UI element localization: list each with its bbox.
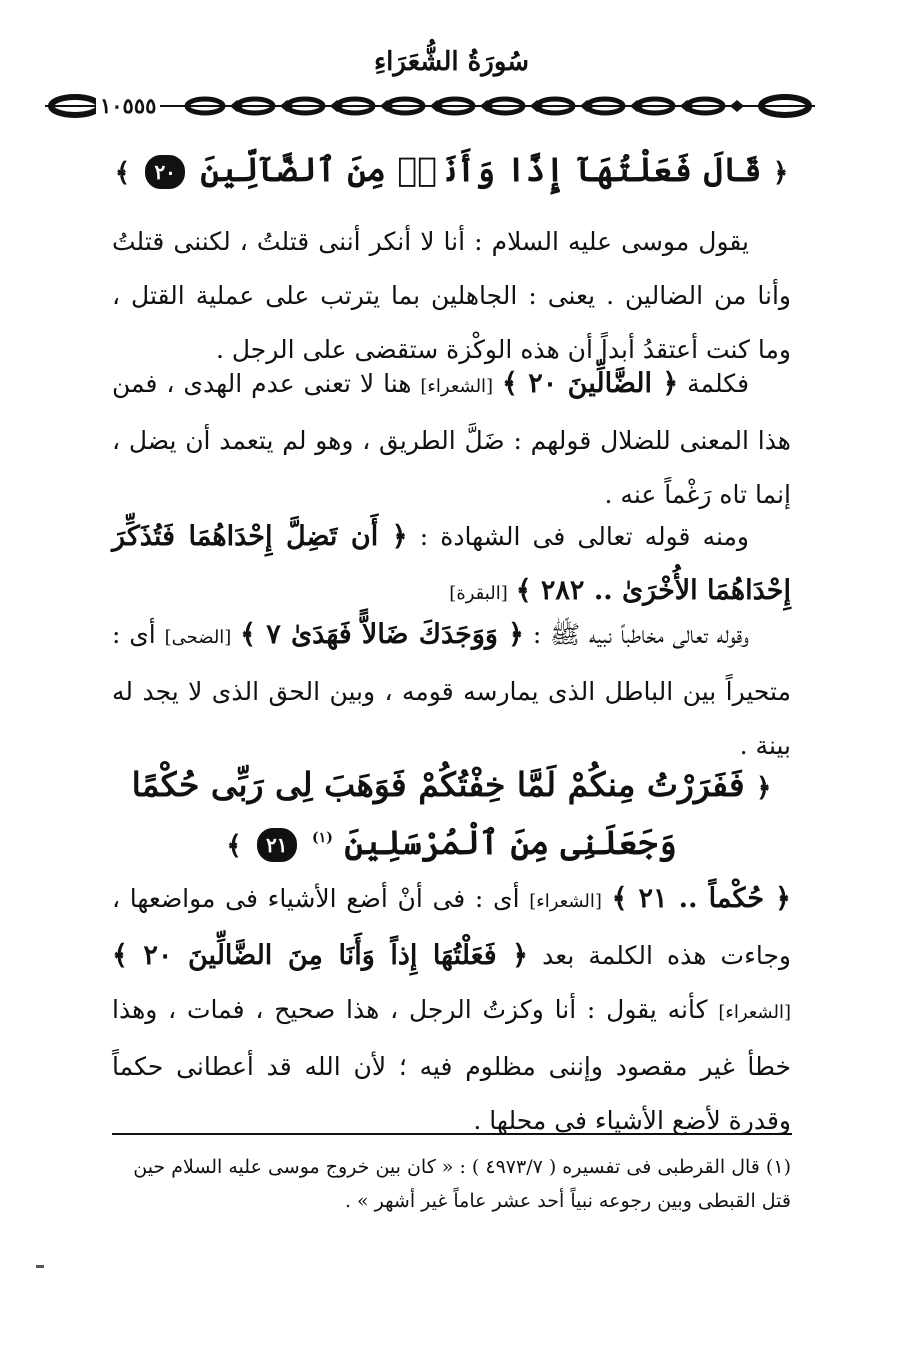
quran-verse-20 xyxy=(95,145,808,198)
scan-speck xyxy=(36,1265,44,1268)
ayah-number-badge: ٢١ xyxy=(257,828,296,862)
paragraph-4 xyxy=(112,608,791,773)
p5-body-2: كأنه يقول : أنا وكزتُ الرجل ، هذا صحيح ، فمات ، وهذا خطأ غير مقصود وإننى مظلوم فيه ؛ لأن الله قد أعطانى حكماً وقدرة لأضع الأشياء فى محلها . xyxy=(112,995,791,1135)
ornament-open-icon: ﴿ xyxy=(756,773,772,803)
ayah-number-badge: ٢٠ xyxy=(145,155,184,189)
p4-body: أى : متحيراً بين الباطل الذى يمارسه قومه ، وبين الحق الذى لا يجد له بينة . xyxy=(112,620,791,760)
p4-quran-quote: ﴿ وَوَجَدَكَ ضَالاًّ فَهَدَىٰ ٧ ﴾ xyxy=(240,619,525,650)
paragraph-5 xyxy=(112,872,791,1148)
p4-lead: وقوله تعالى مخاطباً نبيه ﷺ : xyxy=(532,620,750,649)
p5-body-1: أى : فى أنْ أضع الأشياء فى مواضعها ، وجاءت هذه الكلمة بعد xyxy=(112,884,791,970)
verse-21-line-1 xyxy=(95,760,808,813)
ornament-open-icon: ﴿ xyxy=(773,158,789,188)
ornament-close-icon: ﴾ xyxy=(226,831,242,861)
page-number: ١٠٥٥٥ xyxy=(96,94,160,118)
paragraph-3 xyxy=(112,510,791,621)
p3-surah-ref: [البقرة] xyxy=(449,583,508,604)
ornament-close-icon: ﴾ xyxy=(114,158,130,188)
p3-lead: ومنه قوله تعالى فى الشهادة : xyxy=(419,522,749,551)
p5-surah-ref-2: [الشعراء] xyxy=(718,1002,791,1023)
p2-quran-quote: ﴿ الضَّالِّينَ ٢٠ ﴾ xyxy=(502,368,679,399)
p5-quran-quote-1: ﴿ حُكْماً .. ٢١ ﴾ xyxy=(611,883,791,914)
p5-surah-ref-1: [الشعراء] xyxy=(529,891,602,912)
verse-20-text: قَالَ فَعَلْتُهَآ إِذًا وَأَنَا۠ مِنَ ٱلضَّآلِّينَ xyxy=(200,150,762,189)
decorative-rule xyxy=(45,90,815,122)
p4-surah-ref: [الضحى] xyxy=(164,627,232,648)
p2-surah-ref: [الشعراء] xyxy=(420,376,494,397)
verse-21-line-1-text: فَفَرَرْتُ مِنكُمْ لَمَّا خِفْتُكُمْ فَوَهَبَ لِى رَبِّى حُكْمًا xyxy=(131,765,745,804)
p5-quran-quote-2: ﴿ فَعَلْتُهَا إِذاً وَأَنَا مِنَ الضَّالِّينَ ٢٠ ﴾ xyxy=(112,940,529,971)
surah-header-title: سُورَةُ الشُّعَرَاءِ xyxy=(373,47,530,77)
quran-verse-21 xyxy=(95,760,808,871)
paragraph-1: يقول موسى عليه السلام : أنا لا أنكر أننى قتلتُ ، لكننى قتلتُ وأنا من الضالين . يعنى : الجاهلين بما يترتب على عملية القتل ، وما كنت أعتقدُ أبداً أن هذه الوكْزة ستقضى على الرجل . xyxy=(112,227,791,364)
p3-quran-quote: ﴿ أَن تَضِلَّ إِحْدَاهُمَا فَتُذَكِّرَ إِحْدَاهُمَا الأُخْرَىٰ .. ٢٨٢ ﴾ xyxy=(112,521,791,606)
paragraph-2 xyxy=(112,357,791,522)
footnote-divider xyxy=(112,1133,792,1135)
p2-body: هنا لا تعنى عدم الهدى ، فمن هذا المعنى للضلال قولهم : ضَلَّ الطريق ، وهو لم يتعمد أن يضل ، إنما تاه رَغْماً عنه . xyxy=(112,369,791,509)
p2-lead: فكلمة xyxy=(687,369,750,398)
footnote: (١) قال القرطبى فى تفسيره ( ٤٩٧٣/٧ ) : « كان بين خروج موسى عليه السلام حين قتل القبطى وبين رجوعه نبياً أحد عشر عاماً غير أشهر » . xyxy=(133,1156,791,1212)
verse-21-line-2 xyxy=(95,813,808,871)
footnote-marker: (١) xyxy=(312,830,333,846)
verse-21-line-2-text: وَجَعَلَنِى مِنَ ٱلْمُرْسَلِينَ xyxy=(344,823,677,862)
